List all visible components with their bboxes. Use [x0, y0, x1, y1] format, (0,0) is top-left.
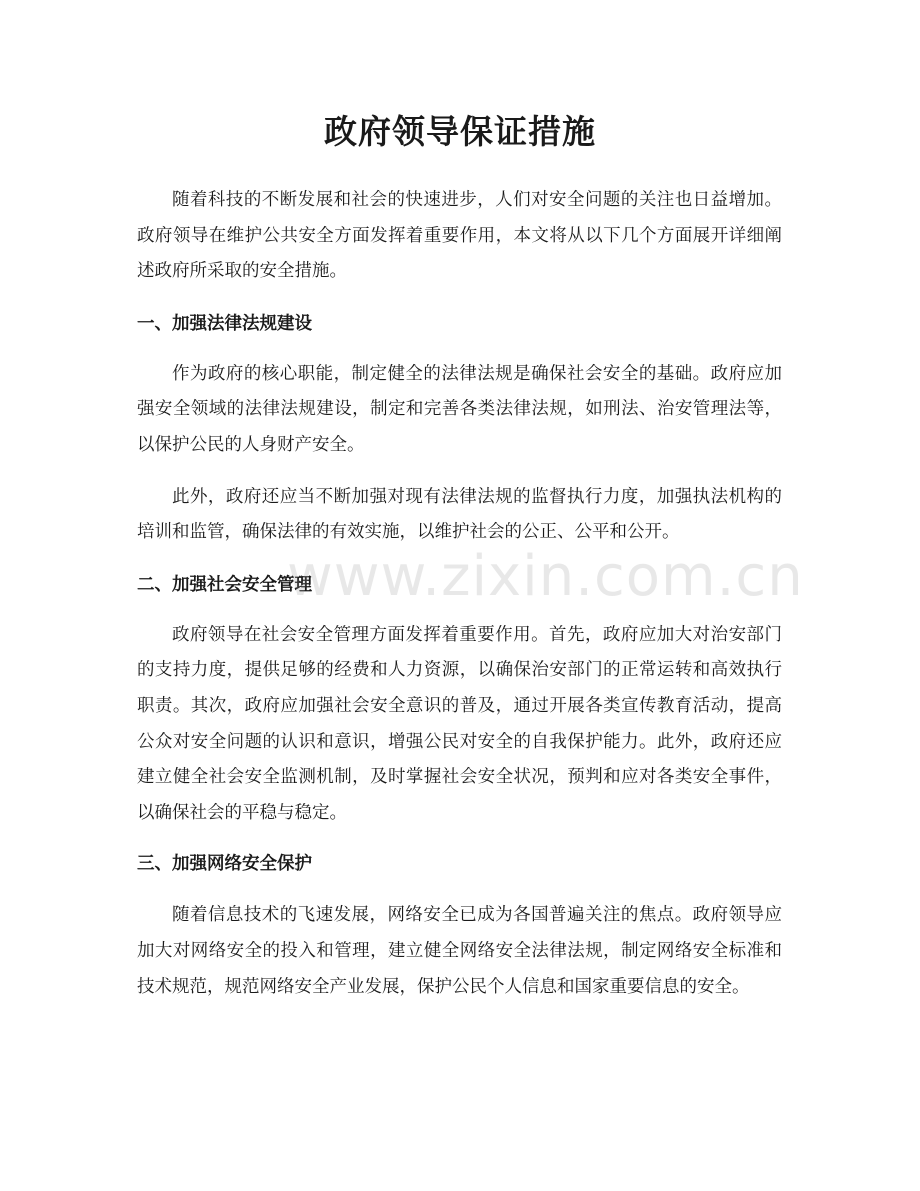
section-heading-2: 二、加强社会安全管理 [137, 574, 312, 595]
intro-paragraph: 随着科技的不断发展和社会的快速进步，人们对安全问题的关注也日益增加。政府领导在维护公共安全方面发挥着重要作用，本文将从以下几个方面展开详细阐述政府所采取的安全措施。 [137, 190, 782, 282]
watermark-text: www.zixin.com.cn [287, 544, 804, 609]
document-body [137, 183, 782, 1005]
document-title: 政府领导保证措施 [324, 112, 596, 151]
section-3-paragraph-1: 随着信息技术的飞速发展，网络安全已成为各国普遍关注的焦点。政府领导应加大对网络安全的投入和管理，建立健全网络安全法律法规，制定网络安全标准和技术规范，规范网络安全产业发展，保护公民个人信息和国家重要信息的安全。 [137, 905, 782, 997]
section-heading-1: 一、加强法律法规建设 [137, 313, 312, 334]
section-1-paragraph-2: 此外，政府还应当不断加强对现有法律法规的监督执行力度，加强执法机构的培训和监管，确保法律的有效实施，以维护社会的公正、公平和公开。 [137, 486, 782, 543]
section-heading-3: 三、加强网络安全保护 [137, 854, 312, 875]
section-2-paragraph-1: 政府领导在社会安全管理方面发挥着重要作用。首先，政府应加大对治安部门的支持力度，提供足够的经费和人力资源，以确保治安部门的正常运转和高效执行职责。其次，政府应加强社会安全意识的普及，通过开展各类宣传教育活动，提高公众对安全问题的认识和意识，增强公民对安全的自我保护能力。此外，政府还应建立健全社会安全监测机制，及时掌握社会安全状况，预判和应对各类安全事件，以确保社会的平稳与稳定。 [137, 624, 782, 823]
section-1-paragraph-1: 作为政府的核心职能，制定健全的法律法规是确保社会安全的基础。政府应加强安全领域的法律法规建设，制定和完善各类法律法规，如刑法、治安管理法等，以保护公民的人身财产安全。 [137, 363, 782, 455]
